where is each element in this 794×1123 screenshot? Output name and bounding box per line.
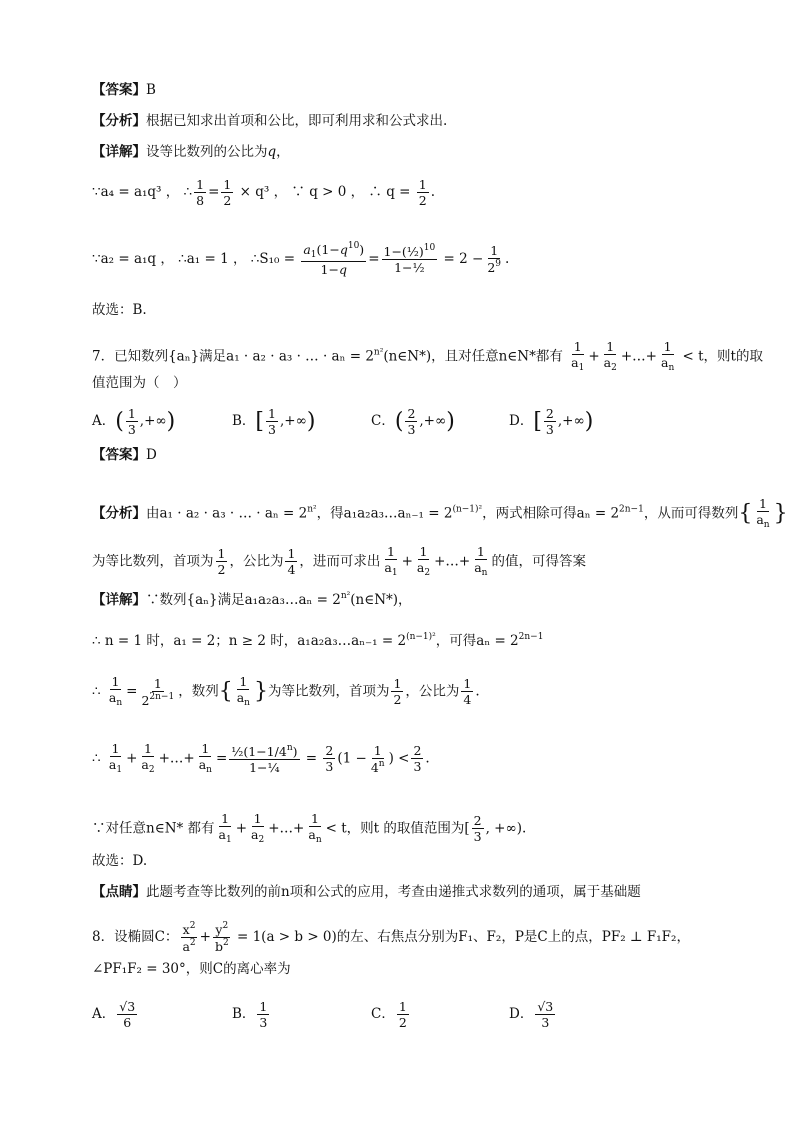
fraction: $\frac{1}{3}$ [259,999,268,1031]
step1-d: ∵ q > 0 ， [291,184,365,201]
detail4-a: = [215,750,228,767]
stem-b: (n∈N*)，且对任意n∈N*都有 [383,348,563,365]
q7-detail-5: ∵对任意n∈N* 都有 $\frac{1}{a_1}$ + $\frac{1}{a_2}$ +…+ $\frac{1}{a_n}$ < t，则t 的取值范围为[ $\frac{2}{3}$ , +∞). [92,811,527,846]
option-label: B． [232,1006,256,1023]
detail4-c: (1 − [337,750,367,767]
analysis-a: 由a₁ · a₂ · a₃ · … · aₙ = 2 [146,505,308,522]
q6-conclusion: 故选：B. [92,302,147,318]
fraction: $\frac{1-(\frac{1}{2})^{10}}{\text{1−½}}$ [383,243,436,276]
q7-option-c[interactable] [371,407,455,436]
analysis-b: ，得a₁a₂a₃…aₙ₋₁ = 2 [316,505,453,522]
q7-option-a[interactable] [92,407,175,436]
answer-tag: 【答案】 [92,447,146,463]
detail-a: ∵数列{aₙ}满足a₁a₂a₃…aₙ = 2 [146,592,341,608]
option-label: A． [92,413,116,430]
analysis-tag: 【分析】 [92,113,146,129]
bracket-left: ( [394,409,404,435]
analysis-h: 的值，可得答案 [491,553,586,570]
q6-step2: ∵a₂ = a₁q ， ∴a₁ = 1 ， ∴S₁₀ = $\frac{a_1(1-q^{10})}{1-q}$ = $\frac{1-(\frac{1}{2})^{10}}{\text{1−½}}$ = 2 − $\frac{1}{2^9}$ . [92,241,510,278]
option-rest: ,+∞ [279,413,307,430]
step1-c: × q³ ， [235,184,288,201]
bracket-right: ) [166,409,176,435]
fraction: $\frac{1}{a_1}$ [571,339,585,374]
stem-a: 已知数列{aₙ}满足a₁ · a₂ · a₃ · … · aₙ = 2 [114,348,374,365]
comment-tag: 【点睛】 [92,884,146,900]
step1-e: ∴ q = [368,184,415,201]
q7-answer [92,449,157,463]
fraction: $\frac{1}{2}$ [398,999,407,1031]
step2-b: ∴a₁ = 1 ， [178,250,247,267]
fraction: $\frac{1}{2}$ [418,177,427,209]
q7-comment [92,886,641,900]
detail-text: 设等比数列的公比为 [146,144,268,160]
detail-var: q [267,144,277,160]
stem-c: < t，则t的取 [682,348,763,365]
option-rest: ,+∞ [557,413,585,430]
fraction: $\frac{1}{2^9}$ [487,243,502,276]
q8-option-c[interactable] [371,1000,411,1029]
analysis-g: ，进而可求出 [299,553,381,570]
q7-option-b[interactable] [232,407,315,436]
detail4-b: = [301,750,322,767]
detail3-a: ，数列 [178,683,219,700]
step2-c: ∴S₁₀ = [250,250,300,267]
q7-analysis-cont: 为等比数列，首项为 $\frac{1}{2}$ ，公比为 $\frac{1}{4}$ ，进而可求出 $\frac{1}{a_1}$ + $\frac{1}{a_2}$ +…+ $\frac{1}{a_n}$ 的值，可得答案 [92,544,586,579]
detail-tag: 【详解】 [92,144,146,160]
q7-analysis: 【分析】由a₁ · a₂ · a₃ · … · $a_n = 2^{n^2}$，得a₁a₂a₃…aₙ₋₁ = $2^{(n-1)^2}$，两式相除可得$a_n = 2^{2n-1}$，从而可得数列{ $\frac{1}{a_n}$ } [92,496,788,531]
answer-tag: 【答案】 [92,82,146,98]
q6-answer [92,84,156,98]
option-rest: ,+∞ [139,413,167,430]
q8-option-b[interactable] [232,1000,271,1029]
option-label: D． [509,413,534,430]
detail2-a: ∴ n = 1 时，a₁ = 2；n ≥ 2 时，a₁a₂a₃…aₙ₋₁ = 2 [92,633,407,649]
analysis-c: ，两式相除可得aₙ = 2 [482,505,620,522]
option-label: D． [509,1006,534,1023]
q8-option-a[interactable] [92,1000,139,1029]
fraction: $\frac{1}{2}$ [223,177,232,209]
bracket-right: ) [584,409,594,435]
detail5-c: , +∞). [485,820,527,837]
fraction: $\frac{2}{3}$ [545,406,554,438]
q7-detail-2: ∴ n = 1 时，a₁ = 2；n ≥ 2 时，a₁a₂a₃…aₙ₋₁ = $2^{(n-1)^2}$，可得$a_n = 2^{2n-1}$ [92,632,544,649]
detail-b: (n∈N*)， [350,592,412,608]
answer-value: B [146,82,156,98]
detail3-b: 为等比数列，首项为 [267,683,390,700]
fraction: $\frac{1}{a_n}$ [660,339,675,374]
detail2-b: ，可得aₙ = 2 [435,633,519,649]
bracket-right: ) [446,409,455,435]
option-label: B． [232,413,256,430]
option-rest: ,+∞ [419,413,447,430]
step2-a: ∵a₂ = a₁q ， [92,250,174,267]
fraction: $\frac{1}{3}$ [268,406,276,438]
stem-b: = 1(a > b > 0)的左、右焦点分别为F₁、F₂，P是C上的点，PF₂ ⊥ F₁F₂， [232,929,690,946]
q7-stem-cont: 值范围为（ ） [92,375,187,391]
detail4-d: ) < [388,750,410,767]
q7-detail-3: ∴ $\frac{1}{a_n}$ = $\frac{1}{2^{2n-1}}$ ，数列{ $\frac{1}{a_n}$ }为等比数列，首项为 $\frac{1}{2}$ ，公比为 $\frac{1}{4}$ . [92,674,480,709]
bracket-left: ( [115,409,124,435]
step1-b: ∴ [183,184,193,201]
q6-step1: ∵a₄ = a₁q³ ， ∴ $\frac{1}{8}$ = $\frac{1}{2}$ × q³ ， ∵ q > 0 ， ∴ q = $\frac{1}{2}$ . [92,177,435,209]
analysis-e: 为等比数列，首项为 [92,553,214,570]
detail-end: ， [276,144,290,160]
fraction: $\frac{√3}{6}$ [119,999,136,1031]
analysis-tag: 【分析】 [92,505,146,522]
stem-a: 设椭圆C： [114,929,179,946]
q8-stem: 8．设椭圆C： $\frac{x^2}{a^2}$ + $\frac{y^2}{b^2}$ = 1(a > b > 0)的左、右焦点分别为F₁、F₂，P是C上的点，PF₂ ⊥ F₁F₂， [92,921,690,955]
question-number: 8． [92,929,115,946]
fraction: $\frac{a_1(1-q^{10})}{1-q}$ [303,241,365,278]
q7-detail-4: ∴ $\frac{1}{a_1}$ + $\frac{1}{a_2}$ +…+ $\frac{1}{a_n}$ = $\frac{\frac{1}{2}(1-1/4^n)}{\text{1−¼}}$ = $\frac{2}{3}$ (1 − $\frac{1}{4^n}$ ) < $\frac{2}{3}$ . [92,741,430,776]
fraction: $\frac{1}{8}$ [196,177,205,209]
detail5-b: < t，则t 的取值范围为[ [325,820,470,837]
bracket-left: [ [255,409,265,435]
q6-analysis [92,115,447,129]
q7-conclusion: 故选：D. [92,853,148,869]
q8-stem-cont: ∠PF₁F₂ = 30°，则C的离心率为 [92,961,291,977]
analysis-d: ，从而可得数列 [643,505,739,522]
option-label: A． [92,1006,116,1023]
bracket-right: ) [306,409,316,435]
fraction: $\frac{1}{a_2}$ [603,339,617,374]
step1-a: ∵a₄ = a₁q³ ， [92,184,180,201]
question-number: 7． [92,348,115,365]
detail3-c: ，公比为 [405,683,460,700]
q7-detail: 【详解】∵数列{aₙ}满足a₁a₂a₃…aₙ = $2^{n^2}(n\in N*)$， [92,591,412,608]
detail-tag: 【详解】 [92,592,146,608]
option-label: C． [371,1006,395,1023]
bracket-left: [ [533,409,542,435]
fraction: $\frac{1}{3}$ [127,406,136,438]
option-label: C． [371,413,395,430]
q6-detail [92,146,290,160]
q7-stem: 7．已知数列{aₙ}满足a₁ · a₂ · a₃ · … · $a_n = 2^{n^2}(n\in N*)$，且对任意n∈N*都有 $\frac{1}{a_1}$ + $\frac{1}{a_2}$ +…+ $\frac{1}{a_n}$ < t，则t的取 [92,339,763,374]
answer-value: D [146,447,157,463]
q8-option-d[interactable] [509,1000,557,1029]
step2-d: = 2 − [439,250,484,267]
fraction: $\frac{2}{3}$ [407,406,416,438]
detail5-a: ∵对任意n∈N* 都有 [92,820,215,837]
q7-option-d[interactable] [509,407,593,436]
analysis-f: ，公比为 [229,553,284,570]
analysis-text: 根据已知求出首项和公比，即可利用求和公式求出. [146,113,448,129]
fraction: $\frac{√3}{3}$ [537,999,554,1031]
comment-text: 此题考查等比数列的前n项和公式的应用，考查由递推式求数列的通项，属于基础题 [146,884,641,900]
